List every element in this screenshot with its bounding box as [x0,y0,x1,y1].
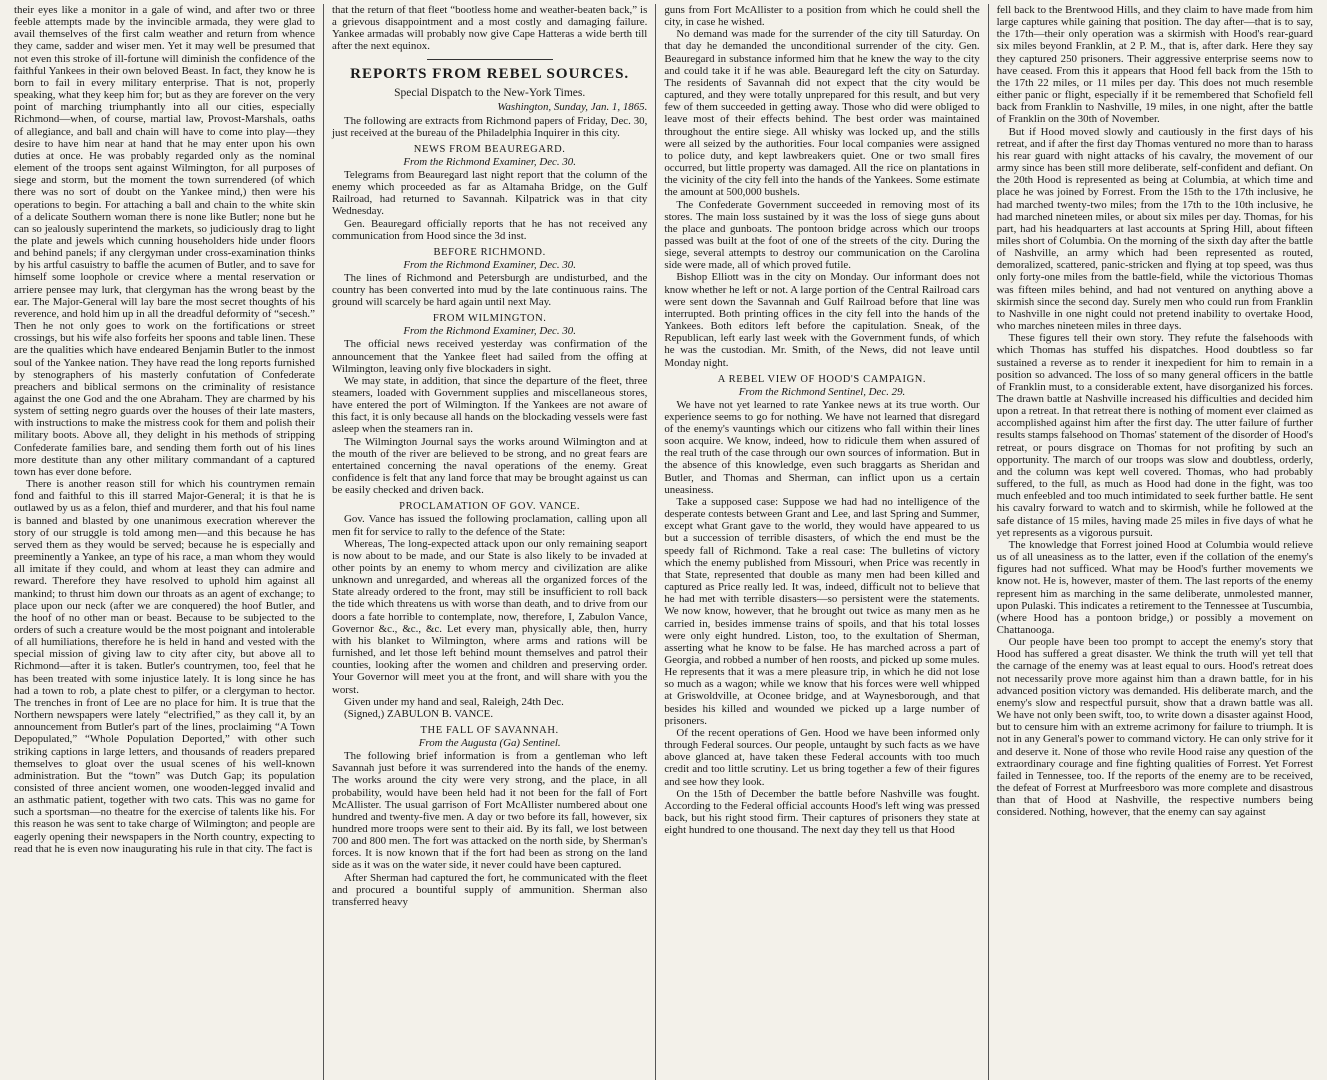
section-title: THE FALL OF SAVANNAH. [420,725,559,737]
paragraph: fell back to the Brentwood Hills, and they claim to have made from him large captures while gaining that position. The day after—that is to say, the 17th—their only operation was a skirmish with Hood's rear-guard six miles beyond Franklin, at 2 P. M., that is, after dark. Here they say they captured 250 prisoners. Their aggressive enterprise seems now to have ceased. From this it appears that Hood fell back from the 15th to the 17th 22 miles, or 11 miles per day. This does not much resemble either panic or flight, especially if it be remembered that Schofield fell back from Franklin to Nashville, 19 miles, in one night, after the battle of Franklin on the 30th of November. [996,4,1313,126]
article-subheading: Special Dispatch to the New-York Times. [394,86,586,99]
column-4 [989,4,1321,1080]
paragraph: The official news received yesterday was confirmation of the announcement that the Yankee fleet had sailed from the offing at Wilmington, leaving only five blockaders in sight. [332,338,648,375]
divider [427,59,553,60]
paragraph: No demand was made for the surrender of the city till Saturday. On that day he demanded the unconditional surrender of the city. Gen. Beauregard in substance informed him that he knew the way to the city and could take it if he was able. Beauregard left the city on Saturday. The residents of Savannah did not expect that the city would be captured, and they were totally unprepared for this result, and but very few of them succeeded in getting away. Those who did were obliged to leave most of their effects behind. The best order was maintained throughout the entire siege. All whisky was locked up, and the stills were all seized by the authorities. Four local companies were assigned to police duty, and kept lawbreakers quiet. One or two small fires occurred, but little property was damaged. All the rice on plantations in the vicinity of the city fell into the hands of the Yankees. Some estimate the amount at 500,000 bushels. [664,28,980,199]
section-source: From the Augusta (Ga) Sentinel. [418,737,561,750]
paragraph: that the return of that fleet “bootless home and weather-beaten back,” is a grievous disappointment and a most costly and damaging failure. Yankee armadas will probably now give Cape Hatteras a wide berth till after the next equinox. [332,4,648,53]
paragraph: There is another reason still for which his countrymen remain fond and faithful to this ill starred Major-General; it is that he is outlawed by us as a felon, thief and murderer, and that his foul name is banned and blasted by one unanimous execration wherever the story of our struggle is told among men—and this because he has served them as they would be served; because he is especially and preeminently a Yankee, an type of his race, a man whom they would all imitate if they could, and whom at least they can admire and reward. Therefore they have resolved to uphold him against all mankind; to thrust him down our throats as an agent of exchange; to place upon our neck (after we are conquered) the hoof Butler, and the hoof of no other man or beast. Because to be subjected to the orders of such a creature would be the most poignant and intolerable of all humiliations, therefore he is held in hand and vested with the special mission of giving law to city after city, but above all to Richmond—after it is taken. Butler's countrymen, too, feel that he has been treated with some injustice lately. It is long since he has had a town to rob, a plate chest to pilfer, or a clergyman to hector. The trenches in front of Lee are no place for him. It is true that the Northern newspapers were lately “electrified,” as they call it, by an announcement from Butler's part of the lines, proclaiming “A Town Depopulated,” “Whole Population Deported,” with other such striking captions in large letters, and thousands of readers prepared themselves to gloat over the usual scenes of his well-known administration. But the “town” was Dutch Gap; its population consisted of three ancient women, one wooden-legged invalid and an asthmatic patient, together with two cats. This was no game for such a sportsman—no theatre for the exercise of talents like his. For this reason he was sent to take charge of Wilmington; and people are eagerly opening their newspapers in the North country, expecting to read that he is even now inaugurating his rule in that city. The fact is [14,478,315,855]
paragraph: Take a supposed case: Suppose we had had no intelligence of the desperate contests between Grant and Lee, and last Spring and Summer, except what Grant gave to the world, they would have appeared to us but a succession of terrible disasters, of which the end must be the speedy fall of Richmond. Take a real case: The bulletins of victory which the enemy published from Missouri, when Price was recently in that State, represented that double as many men had been killed and captured as Price really led. It was, indeed, difficult not to believe that he had met with terrible disasters—so persistent were the statements. We now know, however, that he brought out twice as many men as he carried in, besides immense trains of spoils, and that his total losses were only eight hundred. Liston, too, to the exultation of Sherman, asserting what he know to be false. He has marched across a part of Georgia, and robbed a number of hen roosts, and picked up some mules. He represents that it was a mere pleasure trip, in which he did not lose so much as a wagon; while we know that his forces were well whipped at Griswoldville, at Oconee bridge, and at Waynesborough, and that besides his killed and wounded we picked up a large number of prisoners. [664,495,980,727]
article-headline: REPORTS FROM REBEL SOURCES. [350,65,630,82]
column-1 [6,4,324,1080]
paragraph: After Sherman had captured the fort, he communicated with the fleet and procured a bountiful supply of ammunition. Sherman also transferred heavy [332,871,648,908]
section-title: A REBEL VIEW OF HOOD'S CAMPAIGN. [717,373,927,385]
paragraph: On the 15th of December the battle before Nashville was fought. According to the Federal official accounts Hood's left wing was pressed back, but his right stood firm. Their captures of prisoners they state at eight hundred to one thousand. The next day they tell us that Hood [664,787,980,837]
section-title: PROCLAMATION OF GOV. VANCE. [399,501,581,513]
paragraph: The following are extracts from Richmond papers of Friday, Dec. 30, just received at the bureau of the Philadelphia Inquirer in this city. [332,114,648,139]
paragraph: Bishop Elliott was in the city on Monday. Our informant does not know whether he left or not. A large portion of the Central Railroad cars were sent down the Savannah and Gulf Railroad before that line was interrupted. Both printing offices in the city fell into the hands of the Yankees. Both editors left before the capitulation. Sneak, of the Republican, left early last week with the Government funds, of which he was the custodian. Mr. Smith, of the News, did not leave until Monday night. [664,271,980,369]
section-source: From the Richmond Examiner, Dec. 30. [403,258,576,271]
section-title: BEFORE RICHMOND. [433,246,546,258]
paragraph: Given under my hand and seal, Raleigh, 24th Dec. [344,695,564,708]
section-source: From the Richmond Sentinel, Dec. 29. [738,385,906,398]
paragraph: Of the recent operations of Gen. Hood we have been informed only through Federal sources. Our people, untaught by such facts as we have above glanced at, have taken these Federal accounts with too much credit and too little scrutiny. Let us bring together a few of their figures and see how they look. [664,726,980,788]
paragraph: Gov. Vance has issued the following proclamation, calling upon all men fit for service to rally to the defence of the State: [332,513,648,538]
paragraph: The Wilmington Journal says the works around Wilmington and at the mouth of the river are believed to be strong, and no great fears are entertained concerning the naval operations of the enemy. Great confidence is felt that any land force that may be brought against us can be easily checked and driven back. [332,435,648,497]
paragraph: Our people have been too prompt to accept the enemy's story that Hood has suffered a great disaster. We think the truth will yet tell that the carnage of the enemy was at least equal to ours. Hood's retreat does not necessarily prove more against him than a drawn battle, for in his advanced position victory was demanded. His deliberate march, and the enemy's slow and respectful pursuit, show that a drawn battle was all. We have not only been swift, too, to write down a disaster against Hood, but to censure him with an extreme acrimony for failure to triumph. It is not in any General's power to command victory. He can only strive for it and deserve it. None of those who revile Hood raise any question of the extraordinary courage and fine fighting qualities of Forrest. Yet Forrest failed in Tennessee, too. If the reports of the enemy are to be received, the defeat of Forrest at Murfreesboro was more complete and disastrous than that of Hood at Nashville, the respective numbers being considered. Nothing, however, that the enemy can say against [996,636,1313,819]
paragraph: guns from Fort McAllister to a position from which he could shell the city, in case he wished. [664,4,980,29]
paragraph: their eyes like a monitor in a gale of wind, and after two or three feeble attempts made by the invincible armada, they were glad to avail themselves of the first calm weather and return from whence they came, sadder and wiser men. Yet it may well be presumed that not even this stroke of ill-fortune will diminish the confidence of the faithful Yankees in their own beloved Beast. In fact, they know he is born to fail in every military enterprise. That is not, properly speaking, what they keep him for; but as they are forever on the very point of marching triumphantly into all our cities, especially Richmond—when, of course, martial law, Provost-Marshals, oaths of allegiance, and ball and chain will have to come into play—they desire to have him near at hand that he may enter upon his own duties at once. He was probably regarded only as the nominal element of the troops sent against Wilmington, for all purposes of siege and storm, but the moment the town surrendered (of which there was no sort of doubt on the Yankee mind,) then were his operations to begin. For attaching a ball and chain to the white skin of a delicate Southern woman there is none like Butler; none but he can so jealously superintend the markets, so judiciously drag to light the plate and jewels which cunning householders hide under floors and behind panels; if any clergyman under cross-examination thinks by his artful casuistry to baffle the acumen of Butler, and to save for himself some loophole or crevice where a mental reservation or arriere pensee may lurk, that clergyman has the wrong beast by the ear. The Major-General will lay bare the most secret thoughts of his reverence, and hold him up in all the dreadful deformity of “secesh.” Then he not only goes to work on the fortifications or street crossings, but his wife also forfeits her spoons and table linen. These are the qualities which have endeared Benjamin Butler to the inmost soul of the Yankee nation. They have read the long reports furnished by stenographers of his masterly confutation of Confederate preachers and biblical sermons on the criminality of resistance against the one God and the one Abraham. They are charmed by his system of setting negro guards over the houses of their late masters, with instructions to make the mistress cook for them and polish their military boots. Above all, they delight in his methods of stripping Confederate families bare, and sending them forth out of his lines more destitute than any other military commandant of a captured town has ever done before. [14,4,315,478]
paragraph: The lines of Richmond and Petersburgh are undisturbed, and the country has been converted into mud by the late continuous rains. The ground will scarcely be hard again until next May. [332,271,648,309]
section-title: NEWS FROM BEAUREGARD. [413,143,566,155]
paragraph: Whereas, The long-expected attack upon our only remaining seaport is now about to be made, and our State is also likely to be invaded at other points by an enemy to whom mercy and civilization are alike unknown and unregarded, and whereas all the organized forces of the State already ordered to the front, may still be insufficient to roll back the tide which threatens us with worse than death, and to drive from our doors a fate horrible to contemplate, now, therefore, I, Zabulon Vance, Governor &c., &c., &c. Let every man, physically able, then, hurry with his blanket to Wilmington, where arms and rations will be furnished, and let those left behind mount themselves and patrol their counties, looking after the women and children and preserving order. Your Governor will meet you at the front, and will share with you the worst. [332,537,648,696]
section-source: From the Richmond Examiner, Dec. 30. [403,325,576,338]
section-title: FROM WILMINGTON. [432,313,547,325]
paragraph: The Confederate Government succeeded in removing most of its stores. The main loss sustained by it was the loss of siege guns about the place and gunboats. The pontoon bridge across which our troops passed was built at the foot of one of the streets of the city. During the siege, several attempts to destroy our communication on the Carolina side were made, all of which proved futile. [664,198,980,272]
dateline: Washington, Sunday, Jan. 1, 1865. [497,100,648,113]
section-source: From the Richmond Examiner, Dec. 30. [403,155,576,168]
paragraph: The knowledge that Forrest joined Hood at Columbia would relieve us of all uneasiness as to the latter, even if the collation of the enemy's figures had not sufficed. What may be Hood's further movements we know not. He is, however, master of them. The last reports of the enemy represent him as marching in the same deliberate, unmolested manner, upon Pulaski. This indicates a retirement to the Tennessee at Tuscumbia, (where Hood has a pontoon bridge,) or possibly a movement on Chattanooga. [996,538,1313,636]
paragraph: These figures tell their own story. They refute the falsehoods with which Thomas has stuffed his dispatches. Hood doubtless so far sustained a reverse as to render it inexpedient for him to remain in a position so advanced. The loss of so many general officers in the battle of Franklin must, to a considerable extent, have disorganized his forces. The drawn battle at Nashville increased his difficulties and decided him upon a retreat. In that retreat there is nothing of moment ever claimed as accomplished against him after the first day. The utter failure of further results stamps falsehood on Thomas' statement of the disorder of Hood's retreat, or pours disgrace on Thomas for not profiting by such an opportunity. The march of our troops was slow and doubtless, orderly, and the column was kept well covered. Thomas, who had probably suffered, to the full, as much as Hood had done in the fight, was too much enfeebled and too much intimidated to seek further battle. He sent his cavalry forward to watch and to skirmish, while he followed at the safe distance of 15 miles, having made 25 miles in five days of what he yet represents as a vigorous pursuit. [996,332,1313,539]
paragraph: The following brief information is from a gentleman who left Savannah just before it was surrendered into the hands of the enemy. The works around the city were very strong, and the place, in all probability, would have been held had it not been for the fall of Fort McAllister. The usual garrison of Fort McAllister numbered about one hundred and twenty-five men. A day or two before its fall, however, six hundred more troops were sent to their aid. By its fall, we lost between 700 and 800 men. The fort was attacked on the north side, by Sherman's forces. It is now known that if the fort had been as strong on the land side as it was on the water side, it never could have been captured. [332,750,648,872]
paragraph: Telegrams from Beauregard last night report that the column of the enemy which proceeded as far as Altamaha Bridge, on the Gulf Railroad, had returned to Savannah. Kilpatrick was in that city Wednesday. [332,168,648,218]
signature-line: (Signed,) ZABULON B. VANCE. [344,707,494,720]
paragraph: But if Hood moved slowly and cautiously in the first days of his retreat, and if after the first day Thomas ventured no more than to harass his rear guard with night attacks of his cavalry, the movement of our army since has been still more deliberate, self-confident and defiant. On the 20th Hood is represented as being at Columbia, at which time and place he was joined by Forrest. From the 15th to the 17th inclusive, he had marched twenty-two miles; from the 17th to the 10th inclusive, he had marched nineteen miles, or about six miles per day. Thomas, for his part, had his headquarters at last accounts at Spring Hill, about fifteen miles short of Columbia. On the morning of the sixth day after the battle of Nashville, an army which had been represented as routed, demoralized, scattered, panic-stricken and flying at top speed, was thus only forty-one miles from the battle-field, while the victorious Thomas was fifteen miles behind, and had not ventured on anything above a skirmish since the second day. Surely men who could run from Franklin to Nashville in one night could not pretend inability to overtake Hood, who marches nineteen miles in three days. [996,125,1313,333]
paragraph: Gen. Beauregard officially reports that he has not received any communication from Hood since the 3d inst. [332,217,648,242]
column-3 [656,4,988,1080]
column-2 [324,4,656,1080]
paragraph: We have not yet learned to rate Yankee news at its true worth. Our experience seems to go for nothing. We have not learned that disregard of the enemy's vauntings which our citizens who fall within their lines soon acquire. We know, indeed, how to ridicule them when assured of the real truth of the case through our own sources of information. But in the absence of this knowledge, even such braggarts as Sheridan and Butler, and Thomas and Sherman, can inflict upon us a certain uneasiness. [664,398,980,496]
paragraph: We may state, in addition, that since the departure of the fleet, three steamers, loaded with Government supplies and miscellaneous stores, have entered the port of Wilmington. If the Yankees are not aware of this fact, it is only because all hands on the blockading vessels were fast asleep when the steamers ran in. [332,374,648,436]
